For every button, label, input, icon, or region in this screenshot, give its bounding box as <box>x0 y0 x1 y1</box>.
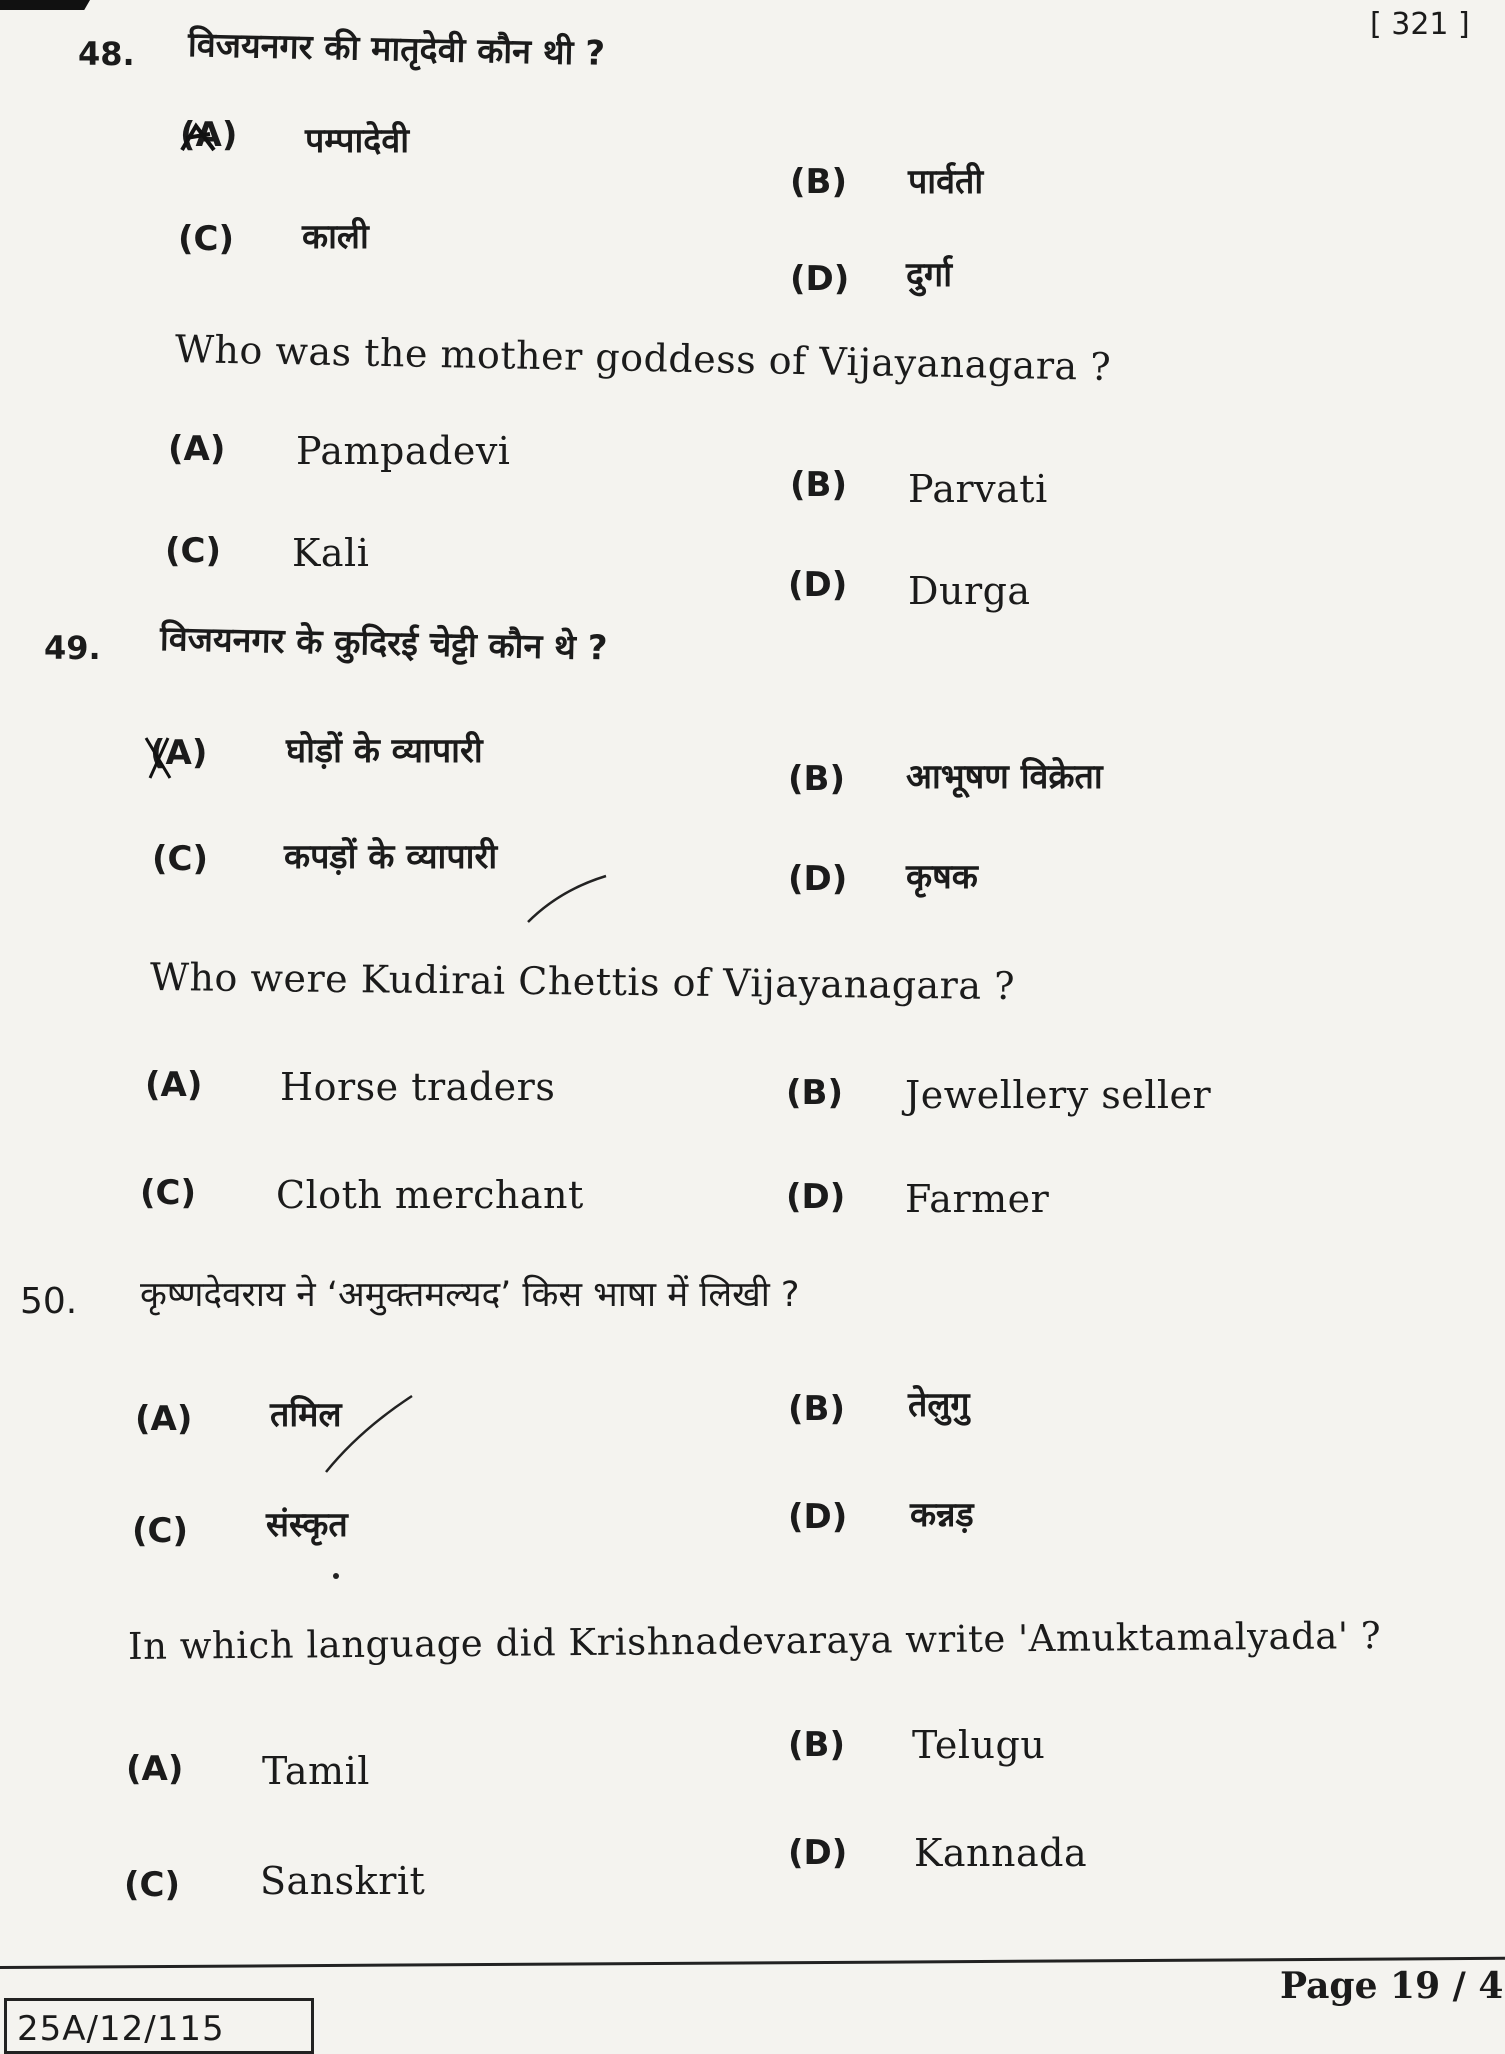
q49-en-option-b-text: Jewellery seller <box>905 1073 1212 1117</box>
q49-hi-option-c-label: (C) <box>152 839 209 879</box>
pen-stroke-q49 <box>528 876 606 922</box>
q49-hi-option-d-text: कृषक <box>906 857 978 897</box>
q48-en-option-d-label: (D) <box>788 565 848 605</box>
q48-hi-option-b-text: पार्वती <box>908 162 984 202</box>
paper-code: 25A/12/115 <box>17 2009 225 2049</box>
q50-hi-option-a-label: (A) <box>135 1399 193 1439</box>
q50-en-option-b-text: Telugu <box>912 1723 1046 1767</box>
q50-hi-option-c-label: (C) <box>132 1511 189 1551</box>
question-49-english-text: Who were Kudirai Chettis of Vijayanagara ? <box>149 955 1016 1009</box>
q50-en-option-d-text: Kannada <box>914 1831 1088 1875</box>
q49-en-option-a-text: Horse traders <box>280 1065 556 1109</box>
tick-mark-q48 <box>182 126 214 150</box>
q49-en-option-d-label: (D) <box>786 1177 846 1217</box>
question-49-number: 49. <box>44 629 101 667</box>
q50-hi-option-b-text: तेलुगु <box>908 1385 970 1425</box>
pen-stroke-q50 <box>326 1396 412 1472</box>
q48-en-option-a-text: Pampadevi <box>296 429 511 473</box>
q49-hi-option-d-label: (D) <box>788 859 848 899</box>
q49-hi-option-c-text: कपड़ों के व्यापारी <box>284 837 498 877</box>
q50-hi-option-d-label: (D) <box>788 1497 848 1537</box>
q48-hi-option-d-label: (D) <box>790 259 850 299</box>
question-48-hindi-text: विजयनगर की मातृदेवी कौन थी ? <box>187 25 606 74</box>
q50-en-option-a-text: Tamil <box>262 1749 370 1793</box>
q48-en-option-a-label: (A) <box>168 429 226 469</box>
q50-en-option-d-label: (D) <box>788 1833 848 1873</box>
q48-hi-option-a-text: पम्पादेवी <box>305 121 410 161</box>
q49-en-option-c-label: (C) <box>140 1173 197 1213</box>
q48-hi-option-b-label: (B) <box>790 162 847 202</box>
page-code: [ 321 ] <box>1370 7 1470 42</box>
q49-en-option-b-label: (B) <box>786 1073 843 1113</box>
q48-en-option-b-label: (B) <box>790 465 847 505</box>
question-50-english-text: In which language did Krishnadevaraya write 'Amuktamalyada' ? <box>127 1614 1382 1668</box>
q48-hi-option-a-label: (A) <box>180 115 238 155</box>
q48-hi-option-c-text: काली <box>302 217 369 257</box>
q50-en-option-a-label: (A) <box>126 1749 184 1789</box>
q48-hi-option-d-text: दुर्गा <box>906 255 953 295</box>
pen-dot <box>333 1573 339 1579</box>
tick-mark-q49 <box>146 738 170 778</box>
q50-en-option-c-label: (C) <box>124 1865 181 1905</box>
q50-hi-option-a-text: तमिल <box>270 1395 342 1435</box>
q48-en-option-b-text: Parvati <box>908 467 1048 511</box>
q49-hi-option-b-text: आभूषण विक्रेता <box>906 757 1103 797</box>
question-48-english-text: Who was the mother goddess of Vijayanagara ? <box>174 327 1112 389</box>
q49-hi-option-b-label: (B) <box>788 759 845 799</box>
q50-en-option-c-text: Sanskrit <box>260 1859 426 1903</box>
page-number: Page 19 / 4 <box>1280 1965 1504 2007</box>
q50-hi-option-c-text: संस्कृत <box>266 1505 348 1545</box>
question-50-hindi-text: कृष्णदेवराय ने ‘अमुक्तमल्यद’ किस भाषा में लिखी ? <box>140 1275 800 1315</box>
question-50-number: 50. <box>20 1281 78 1322</box>
q50-hi-option-d-text: कन्नड़ <box>910 1495 974 1535</box>
q48-en-option-c-text: Kali <box>292 531 370 575</box>
q50-hi-option-b-label: (B) <box>788 1389 845 1429</box>
paper-code-box <box>4 1998 314 2054</box>
q49-en-option-c-text: Cloth merchant <box>276 1173 584 1217</box>
q50-en-option-b-label: (B) <box>788 1725 845 1765</box>
q48-en-option-d-text: Durga <box>908 569 1031 613</box>
q48-en-option-c-label: (C) <box>165 531 222 571</box>
q48-hi-option-c-label: (C) <box>178 219 235 259</box>
q49-hi-option-a-text: घोड़ों के व्यापारी <box>286 731 483 771</box>
q49-hi-option-a-label: (A) <box>150 733 208 773</box>
q49-en-option-d-text: Farmer <box>905 1177 1050 1221</box>
question-48-number: 48. <box>78 35 135 73</box>
q49-en-option-a-label: (A) <box>145 1065 203 1105</box>
question-49-hindi-text: विजयनगर के कुदिरई चेट्टी कौन थे ? <box>159 619 608 669</box>
